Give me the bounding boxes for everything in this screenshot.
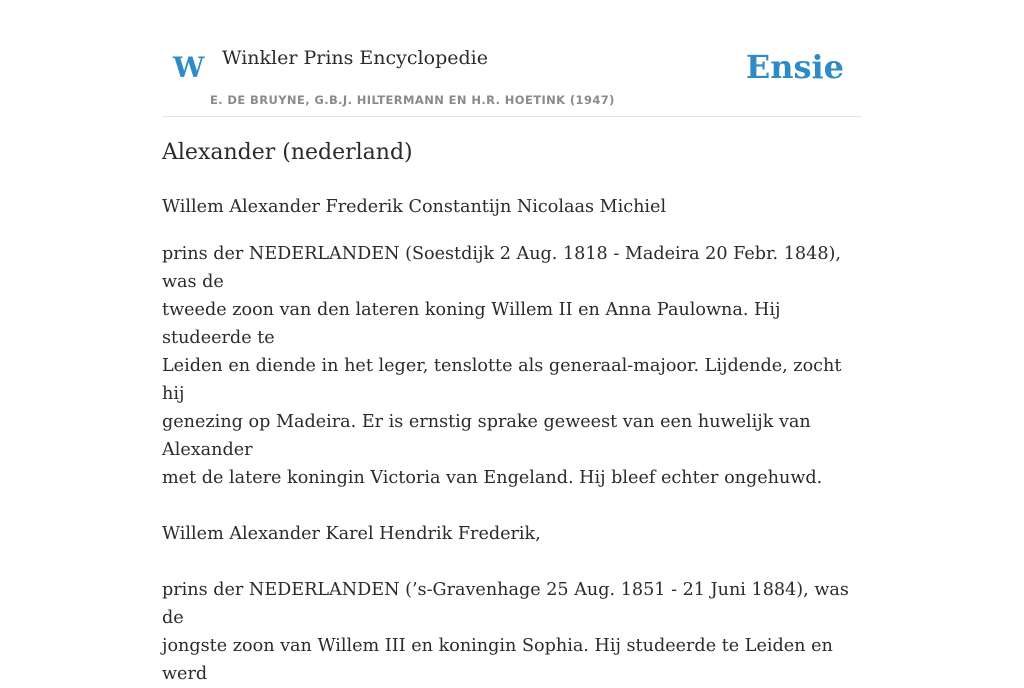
paragraph-spacer — [162, 548, 862, 576]
paragraph-spacer — [162, 221, 862, 240]
article-paragraph: Willem Alexander Frederik Constantijn Nicolaas Michiel — [162, 197, 667, 217]
winkler-prins-logo-icon[interactable]: W — [173, 51, 205, 84]
site-header — [162, 40, 862, 117]
page — [162, 0, 862, 684]
site-title[interactable]: Winkler Prins Encyclopedie — [222, 47, 488, 69]
article-paragraph: Willem Alexander Karel Hendrik Frederik, — [162, 524, 541, 544]
ensie-logo-link[interactable]: Ensie — [745, 48, 844, 86]
paragraph-spacer — [162, 492, 862, 520]
article-paragraph: prins der NEDERLANDEN (’s-Gravenhage 25 Aug. 1851 - 21 Juni 1884), was de jongste zoon van Willem III en koningin Sophia. Hij studeerde te Leiden en werd — [162, 580, 849, 684]
article-title: Alexander (nederland) — [162, 140, 413, 165]
article-body — [162, 193, 862, 688]
article-paragraph: prins der NEDERLANDEN (Soestdijk 2 Aug. 1818 - Madeira 20 Febr. 1848), was de tweede zoon van den lateren koning Willem II en Anna Paulowna. Hij studeerde te Leiden en diende in het leger, tenslotte als generaal-majoor. Lijdende, zocht hij genezing op Madeira. Er is ernstig sprake geweest van een huwelijk van Alexander met de latere koningin Victoria van Engeland. Hij bleef echter ongehuwd. — [162, 244, 842, 488]
site-subtitle: E. DE BRUYNE, G.B.J. HILTERMANN EN H.R. HOETINK (1947) — [210, 93, 615, 107]
